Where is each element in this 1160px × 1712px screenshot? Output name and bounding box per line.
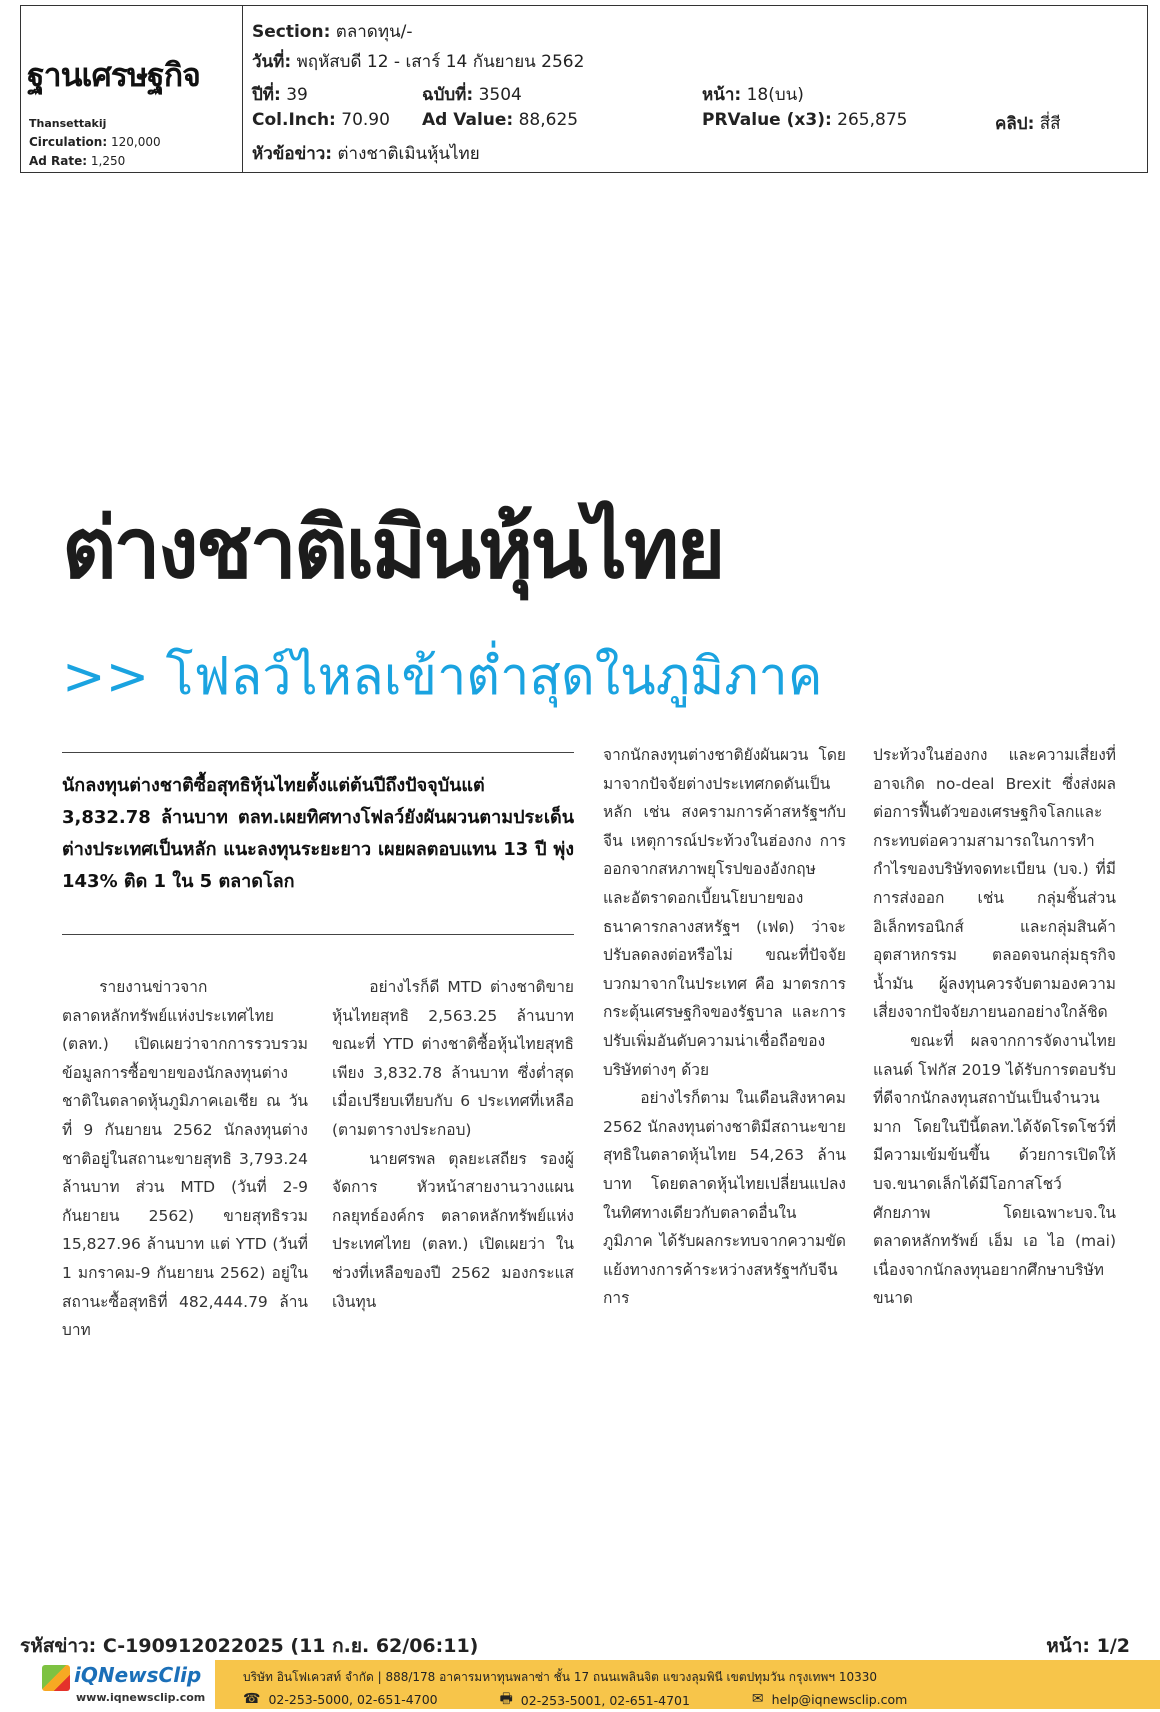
issue-label: ฉบับที่: [422,85,474,105]
body-column-3 [603,741,846,1313]
date-label: วันที่: [252,52,292,72]
page-number: หน้า: 1/2 [1046,1635,1130,1657]
publication-logo: ฐานเศรษฐกิจ [27,56,200,94]
advalue-label: Ad Value: [422,110,514,130]
email-item [752,1691,907,1707]
phone-icon: ☎ [243,1691,261,1707]
body-paragraph: รายงานข่าวจากตลาดหลักทรัพย์แห่งประเทศไทย (ตลท.) เปิดเผยว่าจากการรวบรวมข้อมูลการซื้อขายของนักลงทุนต่างชาติในตลาดหุ้นภูมิภาคเอเชีย ณ วันที่ 9 กันยายน 2562 นักลงทุนต่างชาติอยู่ในสถานะขายสุทธิ 3,793.24 ล้านบาท ส่วน MTD (วันที่ 2-9 กันยายน 2562) ขายสุทธิรวม 15,827.96 ล้านบาท แต่ YTD (วันที่ 1 มกราคม-9 กันยายน 2562) อยู่ในสถานะซื้อสุทธิที่ 482,444.79 ล้านบาท [62,978,308,1340]
body-paragraph: ขณะที่ ผลจากการจัดงานไทยแลนด์ โฟกัส 2019 ได้รับการตอบรับที่ดีจากนักลงทุนสถาบันเป็นจำนวนมาก โดยในปีนี้ตลท.ได้จัดโรดโชว์ที่มีความเข้มข้นขึ้น ด้วยการเปิดให้บจ.ขนาดเล็กได้มีโอกาสโชว์ศักยภาพ โดยเฉพาะบจ.ในตลาดหลักทรัพย์ เอ็ม เอ ไอ (mai) เนื่องจากนักลงทุนอยากศึกษาบริษัทขนาด [873,1031,1116,1308]
logo-text: iQNewsClip [74,1663,202,1687]
year-value: 39 [286,85,308,105]
prvalue-label: PRValue (x3): [702,110,832,130]
logo-url: www.iqnewsclip.com [76,1691,206,1704]
article-lead: นักลงทุนต่างชาติซื้อสุทธิหุ้นไทยตั้งแต่ต้นปีถึงปัจจุบันแต่ 3,832.78 ล้านบาท ตลท.เผยทิศทางโฟลว์ยังผันผวนตามประเด็นต่างประเทศเป็นหลัก แนะลงทุนระยะยาว เผยผลตอบแทน 13 ปี พุ่ง 143% ติด 1 ใน 5 ตลาดโลก [62,775,574,892]
fax-numbers: 02-253-5001, 02-651-4701 [520,1692,690,1708]
prvalue-row [702,110,907,130]
body-paragraph: ประท้วงในฮ่องกง และความเสี่ยงที่อาจเกิด no-deal Brexit ซึ่งส่งผลต่อการฟื้นตัวของเศรษฐกิจโลกและกระทบต่อความสามารถในการทำกำไรของบริษัทจดทะเบียน (บจ.) ที่มีการส่งออก เช่น กลุ่มชิ้นส่วนอิเล็กทรอนิกส์ และกลุ่มสินค้าอุตสาหกรรม ตลอดจนกลุ่มธุรกิจน้ำมัน ผู้ลงทุนควรจับตามองความเสี่ยงจากปัจจัยภายนอกอย่างใกล้ชิด [873,746,1116,1022]
phone-item [243,1691,438,1707]
clip-row [995,110,1061,137]
email-address: help@iqnewsclip.com [771,1691,908,1707]
fax-item [500,1688,690,1712]
circulation [29,135,161,149]
issue-row [422,81,522,108]
colinch-label: Col.Inch: [252,110,336,130]
colinch-value: 70.90 [341,110,390,130]
footer-contact-bar [215,1660,1160,1709]
fax-icon: 🖶 [499,1691,513,1707]
circulation-value: 120,000 [110,135,161,149]
issue-value: 3504 [478,85,522,105]
email-icon: ✉ [751,1691,764,1707]
advalue-row [422,110,578,130]
body-paragraph: จากนักลงทุนต่างชาติยังผันผวน โดยมาจากปัจจัยต่างประเทศกดดันเป็นหลัก เช่น สงครามการค้าสหรัฐฯกับจีน เหตุการณ์ประท้วงในฮ่องกง การออกจากสหภาพยุโรปของอังกฤษ และอัตราดอกเบี้ยนโยบายของธนาคารกลางสหรัฐฯ (เฟด) ว่าจะปรับลดลงต่อหรือไม่ ขณะที่ปัจจัยบวกมาจากในประเทศ คือ มาตรการกระตุ้นเศรษฐกิจของรัฐบาล และการปรับเพิ่มอันดับความน่าเชื่อถือของบริษัทต่างๆ ด้วย [603,746,846,1079]
lead-top-rule [62,752,574,753]
date-row [252,48,584,75]
body-column-1 [62,973,308,1345]
phone-numbers: 02-253-5000, 02-651-4700 [268,1691,438,1707]
headline-value: ต่างชาติเมินหุ้นไทย [337,144,480,164]
lead-bottom-rule [62,934,574,935]
logo-mark-icon [42,1665,70,1691]
section-row [252,18,413,45]
circulation-label: Circulation: [29,135,108,149]
news-code: รหัสข่าว: C-190912022025 (11 ก.ย. 62/06:11) [20,1635,479,1657]
contact-line [243,1688,965,1712]
body-paragraph: นายศรพล ตุลยะเสถียร รองผู้จัดการ หัวหน้าสายงานวางแผนกลยุทธ์องค์กร ตลาดหลักทรัพย์แห่งประเทศไทย (ตลท.) เปิดเผยว่า ในช่วงที่เหลือของปี 2562 มองกระแสเงินทุน [332,1149,574,1311]
prvalue-value: 265,875 [837,110,908,130]
headline-row [252,140,480,167]
article-headline: ต่างชาติเมินหุ้นไทย [62,499,723,597]
section-value: ตลาดทุน/- [335,22,413,42]
year-row [252,81,308,108]
section-label: Section: [252,22,331,42]
clip-value: สี่สี [1039,114,1061,134]
body-paragraph: อย่างไรก็ตาม ในเดือนสิงหาคม 2562 นักลงทุนต่างชาติมีสถานะขายสุทธิในตลาดหุ้นไทย 54,263 ล้านบาท โดยตลาดหุ้นไทยเปลี่ยนแปลงในทิศทางเดียวกับตลาดอื่นในภูมิภาค ได้รับผลกระทบจากความขัดแย้งทางการค้าระหว่างสหรัฐฯกับจีน การ [603,1089,846,1308]
publication-english-name: Thansettakij [29,117,107,130]
advalue-value: 88,625 [518,110,579,130]
clip-label: คลิป: [995,114,1035,134]
page-label: หน้า: [702,85,742,105]
ad-rate-value: 1,250 [90,154,126,168]
iqnewsclip-logo [40,1663,210,1707]
year-label: ปีที่: [252,85,281,105]
headline-label: หัวข้อข่าว: [252,144,333,164]
page-value: 18(บน) [746,85,804,105]
article-subheadline: >> โฟลว์ไหลเข้าต่ำสุดในภูมิภาค [62,647,823,707]
body-paragraph: อย่างไรก็ดี MTD ต่างชาติขายหุ้นไทยสุทธิ 2,563.25 ล้านบาท ขณะที่ YTD ต่างชาติซื้อหุ้นไทยสุทธิเพียง 3,832.78 ล้านบาท ซึ่งต่ำสุดเมื่อเปรียบเทียบกับ 6 ประเทศที่เหลือ (ตามตารางประกอบ) [332,978,574,1139]
ad-rate-label: Ad Rate: [29,154,88,168]
page-row [702,81,804,108]
clip-header [20,5,1148,173]
company-address: บริษัท อินโฟเควสท์ จำกัด | 888/178 อาคารมหาทุนพลาซ่า ชั้น 17 ถนนเพลินจิต แขวงลุมพินี เขตปทุมวัน กรุงเทพฯ 10330 [243,1670,878,1684]
body-column-2 [332,973,574,1316]
colinch-row [252,110,390,130]
clip-info-panel [252,6,1147,172]
body-column-4 [873,741,1116,1313]
date-value: พฤหัสบดี 12 - เสาร์ 14 กันยายน 2562 [296,52,585,72]
publication-panel [21,6,243,172]
ad-rate [29,154,125,168]
